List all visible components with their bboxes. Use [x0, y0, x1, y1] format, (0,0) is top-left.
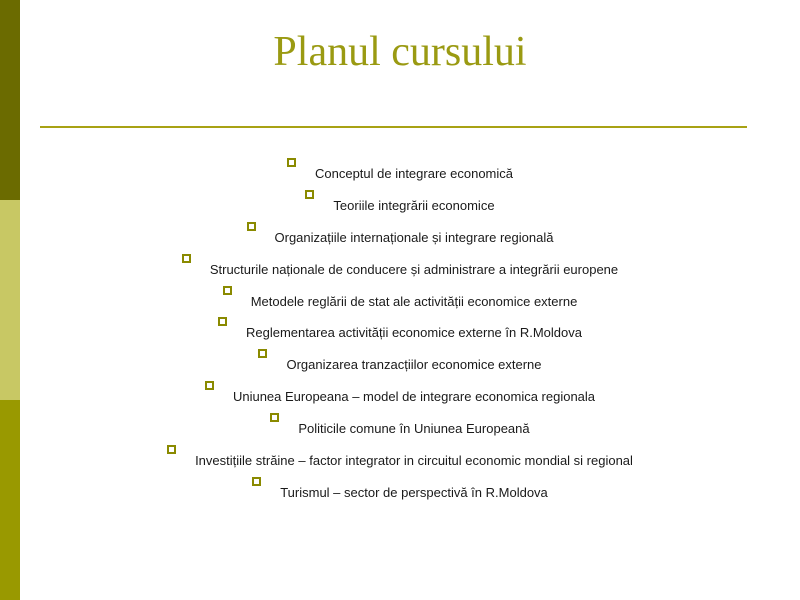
square-bullet-icon	[287, 158, 296, 167]
list-item-text: Politicile comune în Uniunea Europeană	[298, 421, 530, 437]
list-item	[20, 317, 780, 349]
title-divider	[40, 126, 747, 128]
list-item	[20, 381, 780, 413]
square-bullet-icon	[252, 477, 261, 486]
square-bullet-icon	[223, 286, 232, 295]
square-bullet-icon	[247, 222, 256, 231]
list-item-text: Conceptul de integrare economică	[314, 166, 513, 181]
list-item	[20, 286, 780, 318]
list-item-text: Organizarea tranzacțiilor economice externe	[286, 357, 542, 373]
list-item-text: Investițiile străine – factor integrator in circuitul economic mondial si regional	[195, 453, 633, 469]
square-bullet-icon	[205, 381, 214, 390]
square-bullet-icon	[305, 190, 314, 199]
list-item	[20, 445, 780, 477]
list-item-text: Turismul – sector de perspectivă în R.Moldova	[280, 484, 548, 500]
list-item-text: Uniunea Europeana – model de integrare economica regionala	[232, 389, 596, 405]
sidebar-middle-band	[0, 200, 20, 400]
square-bullet-icon	[167, 445, 176, 454]
bullet-list	[20, 158, 780, 509]
square-bullet-icon	[218, 317, 227, 326]
list-item-text: Reglementarea activității economice externe în R.Moldova	[245, 325, 582, 341]
list-item	[20, 190, 780, 222]
list-item	[20, 158, 780, 190]
list-item	[20, 222, 780, 254]
list-item	[20, 254, 780, 286]
sidebar-bottom-band	[0, 400, 20, 600]
square-bullet-icon	[258, 349, 267, 358]
list-item-text: Structurile naționale de conducere și administrare a integrării europene	[209, 261, 619, 277]
list-item-text: Organizațiile internaționale și integrare regională	[274, 229, 554, 245]
slide-title: Planul cursului	[273, 29, 527, 75]
square-bullet-icon	[270, 413, 279, 422]
list-item	[20, 349, 780, 381]
list-item-text: Metodele reglării de stat ale activității economice externe	[250, 293, 578, 309]
sidebar-top-band	[0, 0, 20, 200]
list-item	[20, 477, 780, 509]
list-item-text: Teoriile integrării economice	[333, 197, 495, 213]
square-bullet-icon	[182, 254, 191, 263]
list-item	[20, 413, 780, 445]
